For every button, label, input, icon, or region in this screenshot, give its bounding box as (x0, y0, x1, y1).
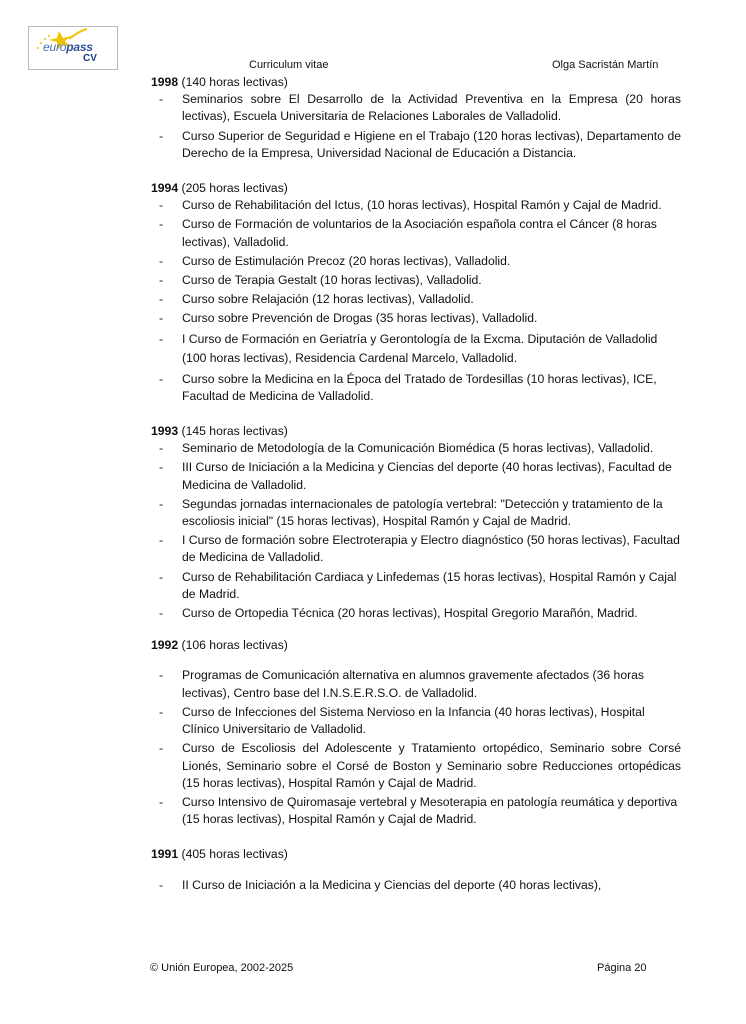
list-item: - III Curso de Iniciación a la Medicina y Ciencias del deporte (40 horas lectivas), Facultad de Medicina de Valladolid. (159, 460, 672, 492)
list-item: - Curso de Escoliosis del Adolescente y Tratamiento ortopédico, Seminario sobre Corsé Lionés, Seminario sobre el Corsé de Boston y Seminario sobre Reducciones ortopédicas (15 horas lectivas), Hospital Ramón y Cajal de Madrid. (159, 741, 681, 790)
course-list-1991 (151, 877, 681, 894)
list-item: - Curso de Estimulación Precoz (20 horas lectivas), Valladolid. (159, 253, 511, 268)
list-item: - Curso sobre la Medicina en la Época del Tratado de Tordesillas (10 horas lectivas), ICE, Facultad de Medicina de Valladolid. (159, 371, 657, 403)
logo-wordmark: europass (43, 40, 93, 54)
section-heading-1991: 1991 (405 horas lectivas) (151, 847, 288, 862)
list-item: - I Curso de Formación en Geriatría y Gerontología de la Excma. Diputación de Valladolid (100 horas lectivas), Residencia Cardenal Marcelo, Valladolid. (159, 331, 658, 366)
document-title: Curriculum vitae (249, 59, 329, 71)
list-item: - Programas de Comunicación alternativa en alumnos gravemente afectados (36 horas lectivas), Centro base del I.N.S.E.R.S.O. de Valladolid. (159, 668, 645, 700)
section-heading-1993: 1993 (145 horas lectivas) (151, 424, 288, 439)
course-list-1993 (151, 440, 681, 622)
list-item: - Curso de Rehabilitación Cardiaca y Linfedemas (15 horas lectivas), Hospital Ramón y Cajal de Madrid. (159, 569, 677, 601)
author-name: Olga Sacristán Martín (552, 59, 659, 71)
training-list (151, 74, 681, 896)
list-item: - Curso de Terapia Gestalt (10 horas lectivas), Valladolid. (159, 273, 482, 288)
course-list-1994-cont (151, 330, 681, 369)
list-item: - II Curso de Iniciación a la Medicina y Ciencias del deporte (40 horas lectivas), (159, 877, 602, 892)
section-heading-1998: 1998 (140 horas lectivas) (151, 75, 288, 89)
section-heading-1992: 1992 (106 horas lectivas) (151, 638, 288, 653)
course-list-1998 (151, 91, 681, 162)
logo-cv: CV (83, 53, 97, 64)
section-heading-1994: 1994 (205 horas lectivas) (151, 181, 288, 196)
footer-copyright: © Unión Europea, 2002-2025 (150, 962, 294, 974)
list-item: - Curso Intensivo de Quiromasaje vertebral y Mesoterapia en patología reumática y deportiva (15 horas lectivas), Hospital Ramón y Cajal de Madrid. (159, 794, 678, 827)
page-number: Página 20 (597, 962, 647, 974)
list-item: - Curso de Formación de voluntarios de la Asociación española contra el Cáncer (8 horas lectivas), Valladolid. (159, 217, 657, 249)
list-item: - Curso de Ortopedia Técnica (20 horas lectivas), Hospital Gregorio Marañón, Madrid. (159, 606, 638, 621)
course-list-1994-end (151, 371, 681, 405)
list-item: - Segundas jornadas internacionales de patología vertebral: "Detección y tratamiento de la escoliosis inicial" (15 horas lectivas), Hospital Ramón y Cajal de Madrid. (159, 496, 663, 529)
list-item: - Curso de Infecciones del Sistema Nervioso en la Infancia (40 horas lectivas), Hospital Clínico Universitario de Valladolid. (159, 704, 645, 737)
list-item: - I Curso de formación sobre Electroterapia y Electro diagnóstico (50 horas lectivas), Facultad de Medicina de Valladolid. (159, 533, 680, 565)
list-item: - Curso de Rehabilitación del Ictus, (10 horas lectivas), Hospital Ramón y Cajal de Madrid. (159, 198, 662, 213)
course-list-1992 (151, 667, 681, 828)
course-list-1994 (151, 197, 681, 327)
list-item: - Curso sobre Relajación (12 horas lectivas), Valladolid. (159, 292, 474, 307)
list-item: - Seminarios sobre El Desarrollo de la Actividad Preventiva en la Empresa (20 horas lectivas), Escuela Universitaria de Relaciones Laborales de Valladolid. (159, 92, 681, 124)
list-item: - Curso sobre Prevención de Drogas (35 horas lectivas), Valladolid. (159, 311, 538, 326)
list-item: - Seminario de Metodología de la Comunicación Biomédica (5 horas lectivas), Valladolid. (159, 441, 654, 456)
europass-cv-logo (28, 26, 118, 70)
list-item: - Curso Superior de Seguridad e Higiene en el Trabajo (120 horas lectivas), Departamento de Derecho de la Empresa, Universidad Nacional de Educación a Distancia. (159, 128, 681, 160)
